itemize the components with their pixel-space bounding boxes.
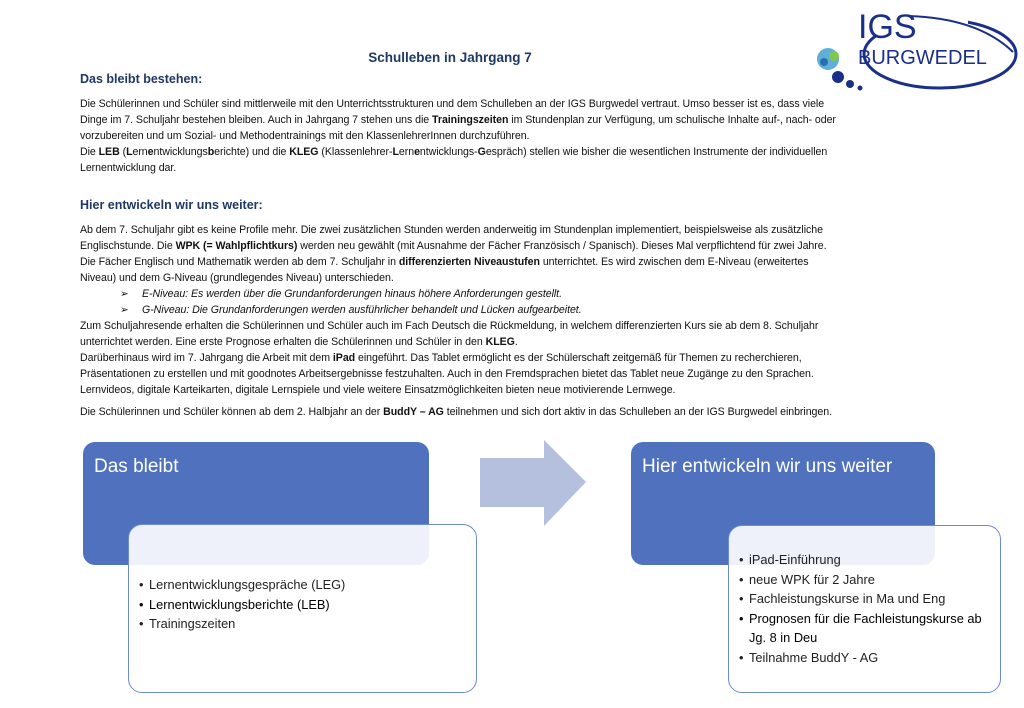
igs-burgwedel-logo [808, 4, 1018, 94]
bullet-e-niveau: ➢ E-Niveau: Es werden über die Grundanforderungen hinaus höhere Anforderungen gestellt. [120, 288, 562, 300]
arrow-bullet-icon: ➢ [120, 304, 129, 316]
das-bleibt-title: Das bleibt [94, 456, 179, 477]
list-item: • Lernentwicklungsgespräche (LEG) [139, 575, 476, 595]
section-heading-hier-entwickeln: Hier entwickeln wir uns weiter: [80, 198, 263, 212]
text-line: Lernentwicklung dar. [80, 162, 177, 174]
text-line: Dinge im 7. Schuljahr bestehen bleiben. Auch in Jahrgang 7 stehen uns die Trainingszeiten im Stundenplan zur Verfügung, um schulische Inhalte auf-, nach- oder [80, 114, 836, 126]
section1-paragraph [80, 96, 960, 176]
text-line: Die LEB (Lernentwicklungsberichte) und die KLEG (Klassenlehrer-Lernentwicklungs-Gespräch) stellen wie bisher die wesentlichen Instrumente der individuellen [80, 146, 828, 158]
arrow-bullet-icon: ➢ [120, 288, 129, 300]
list-item: • neue WPK für 2 Jahre [739, 570, 994, 590]
page-title: Schulleben in Jahrgang 7 [368, 50, 532, 65]
list-item: • Prognosen für die Fachleistungskurse ab Jg. 8 in Deu [739, 609, 994, 648]
list-item: • Teilnahme BuddY - AG [739, 648, 994, 668]
das-bleibt-list-box [128, 524, 477, 693]
text-line: Englischstunde. Die WPK (= Wahlpflichtkurs) werden neu gewählt (mit Ausnahme der Fächer Französisch / Spanisch). Dieses Mal verpflichtend für zwei Jahre. [80, 240, 827, 252]
hier-entwickeln-list [739, 550, 994, 667]
list-item: • Fachleistungskurse in Ma und Eng [739, 589, 994, 609]
hier-entwickeln-title: Hier entwickeln wir uns weiter [642, 456, 893, 477]
logo-igs-text: IGS [858, 8, 917, 46]
section-heading-das-bleibt: Das bleibt bestehen: [80, 72, 203, 86]
section2-paragraph [80, 222, 960, 420]
text-line: Die Schülerinnen und Schüler können ab dem 2. Halbjahr an der BuddY – AG teilnehmen und sich dort aktiv in das Schulleben an der IGS Burgwedel einbringen. [80, 406, 832, 418]
text-line: Präsentationen zu erstellen und mit goodnotes Arbeitsergebnisse festzuhalten. Auch in den Fremdsprachen bietet das Tablet neue Zugänge zu den Sprachen. [80, 368, 814, 380]
list-item: • Lernentwicklungsberichte (LEB) [139, 595, 476, 615]
logo-burgwedel-text: BURGWEDEL [858, 47, 987, 69]
hier-entwickeln-list-box [728, 525, 1001, 693]
text-line: unterrichtet werden. Eine erste Prognose erhalten die Schülerinnen und Schüler in den KLEG. [80, 336, 518, 348]
text-line: Die Schülerinnen und Schüler sind mittlerweile mit den Unterrichtsstrukturen und dem Schulleben an der IGS Burgwedel vertraut. Umso besser ist es, dass viele [80, 98, 825, 110]
text-line: Lernvideos, digitale Karteikarten, digitale Lernspiele und viele weitere Einsatzmöglichkeiten bieten neue motivierende Lernwege. [80, 384, 676, 396]
das-bleibt-list [139, 575, 476, 634]
right-arrow-icon [480, 440, 586, 526]
list-item: • Trainingszeiten [139, 614, 476, 634]
text-line: vorzubereiten und um Sozial- und Methodentrainings mit den KlassenlehrerInnen durchzuführen. [80, 130, 530, 142]
text-line: Die Fächer Englisch und Mathematik werden ab dem 7. Schuljahr in differenzierten Niveaustufen unterrichtet. Es wird zwischen dem E-Niveau (erweitertes [80, 256, 809, 268]
text-line: Zum Schuljahresende erhalten die Schülerinnen und Schüler auch im Fach Deutsch die Rückmeldung, in welchem differenzierten Kurs sie ab dem 8. Schuljahr [80, 320, 819, 332]
text-line: Ab dem 7. Schuljahr gibt es keine Profile mehr. Die zwei zusätzlichen Stunden werden anderweitig im Stundenplan implementiert, beispielsweise als zusätzliche [80, 224, 823, 236]
text-line: Darüberhinaus wird im 7. Jahrgang die Arbeit mit dem iPad eingeführt. Das Tablet ermöglicht es der Schülerschaft zeitgemäß für Themen zu recherchieren, [80, 352, 802, 364]
bullet-g-niveau: ➢ G-Niveau: Die Grundanforderungen werden ausführlicher behandelt und Lücken aufgearbeitet. [120, 304, 582, 316]
text-line: Niveau) und dem G-Niveau (grundlegendes Niveau) unterschieden. [80, 272, 394, 284]
list-item: • iPad-Einführung [739, 550, 994, 570]
